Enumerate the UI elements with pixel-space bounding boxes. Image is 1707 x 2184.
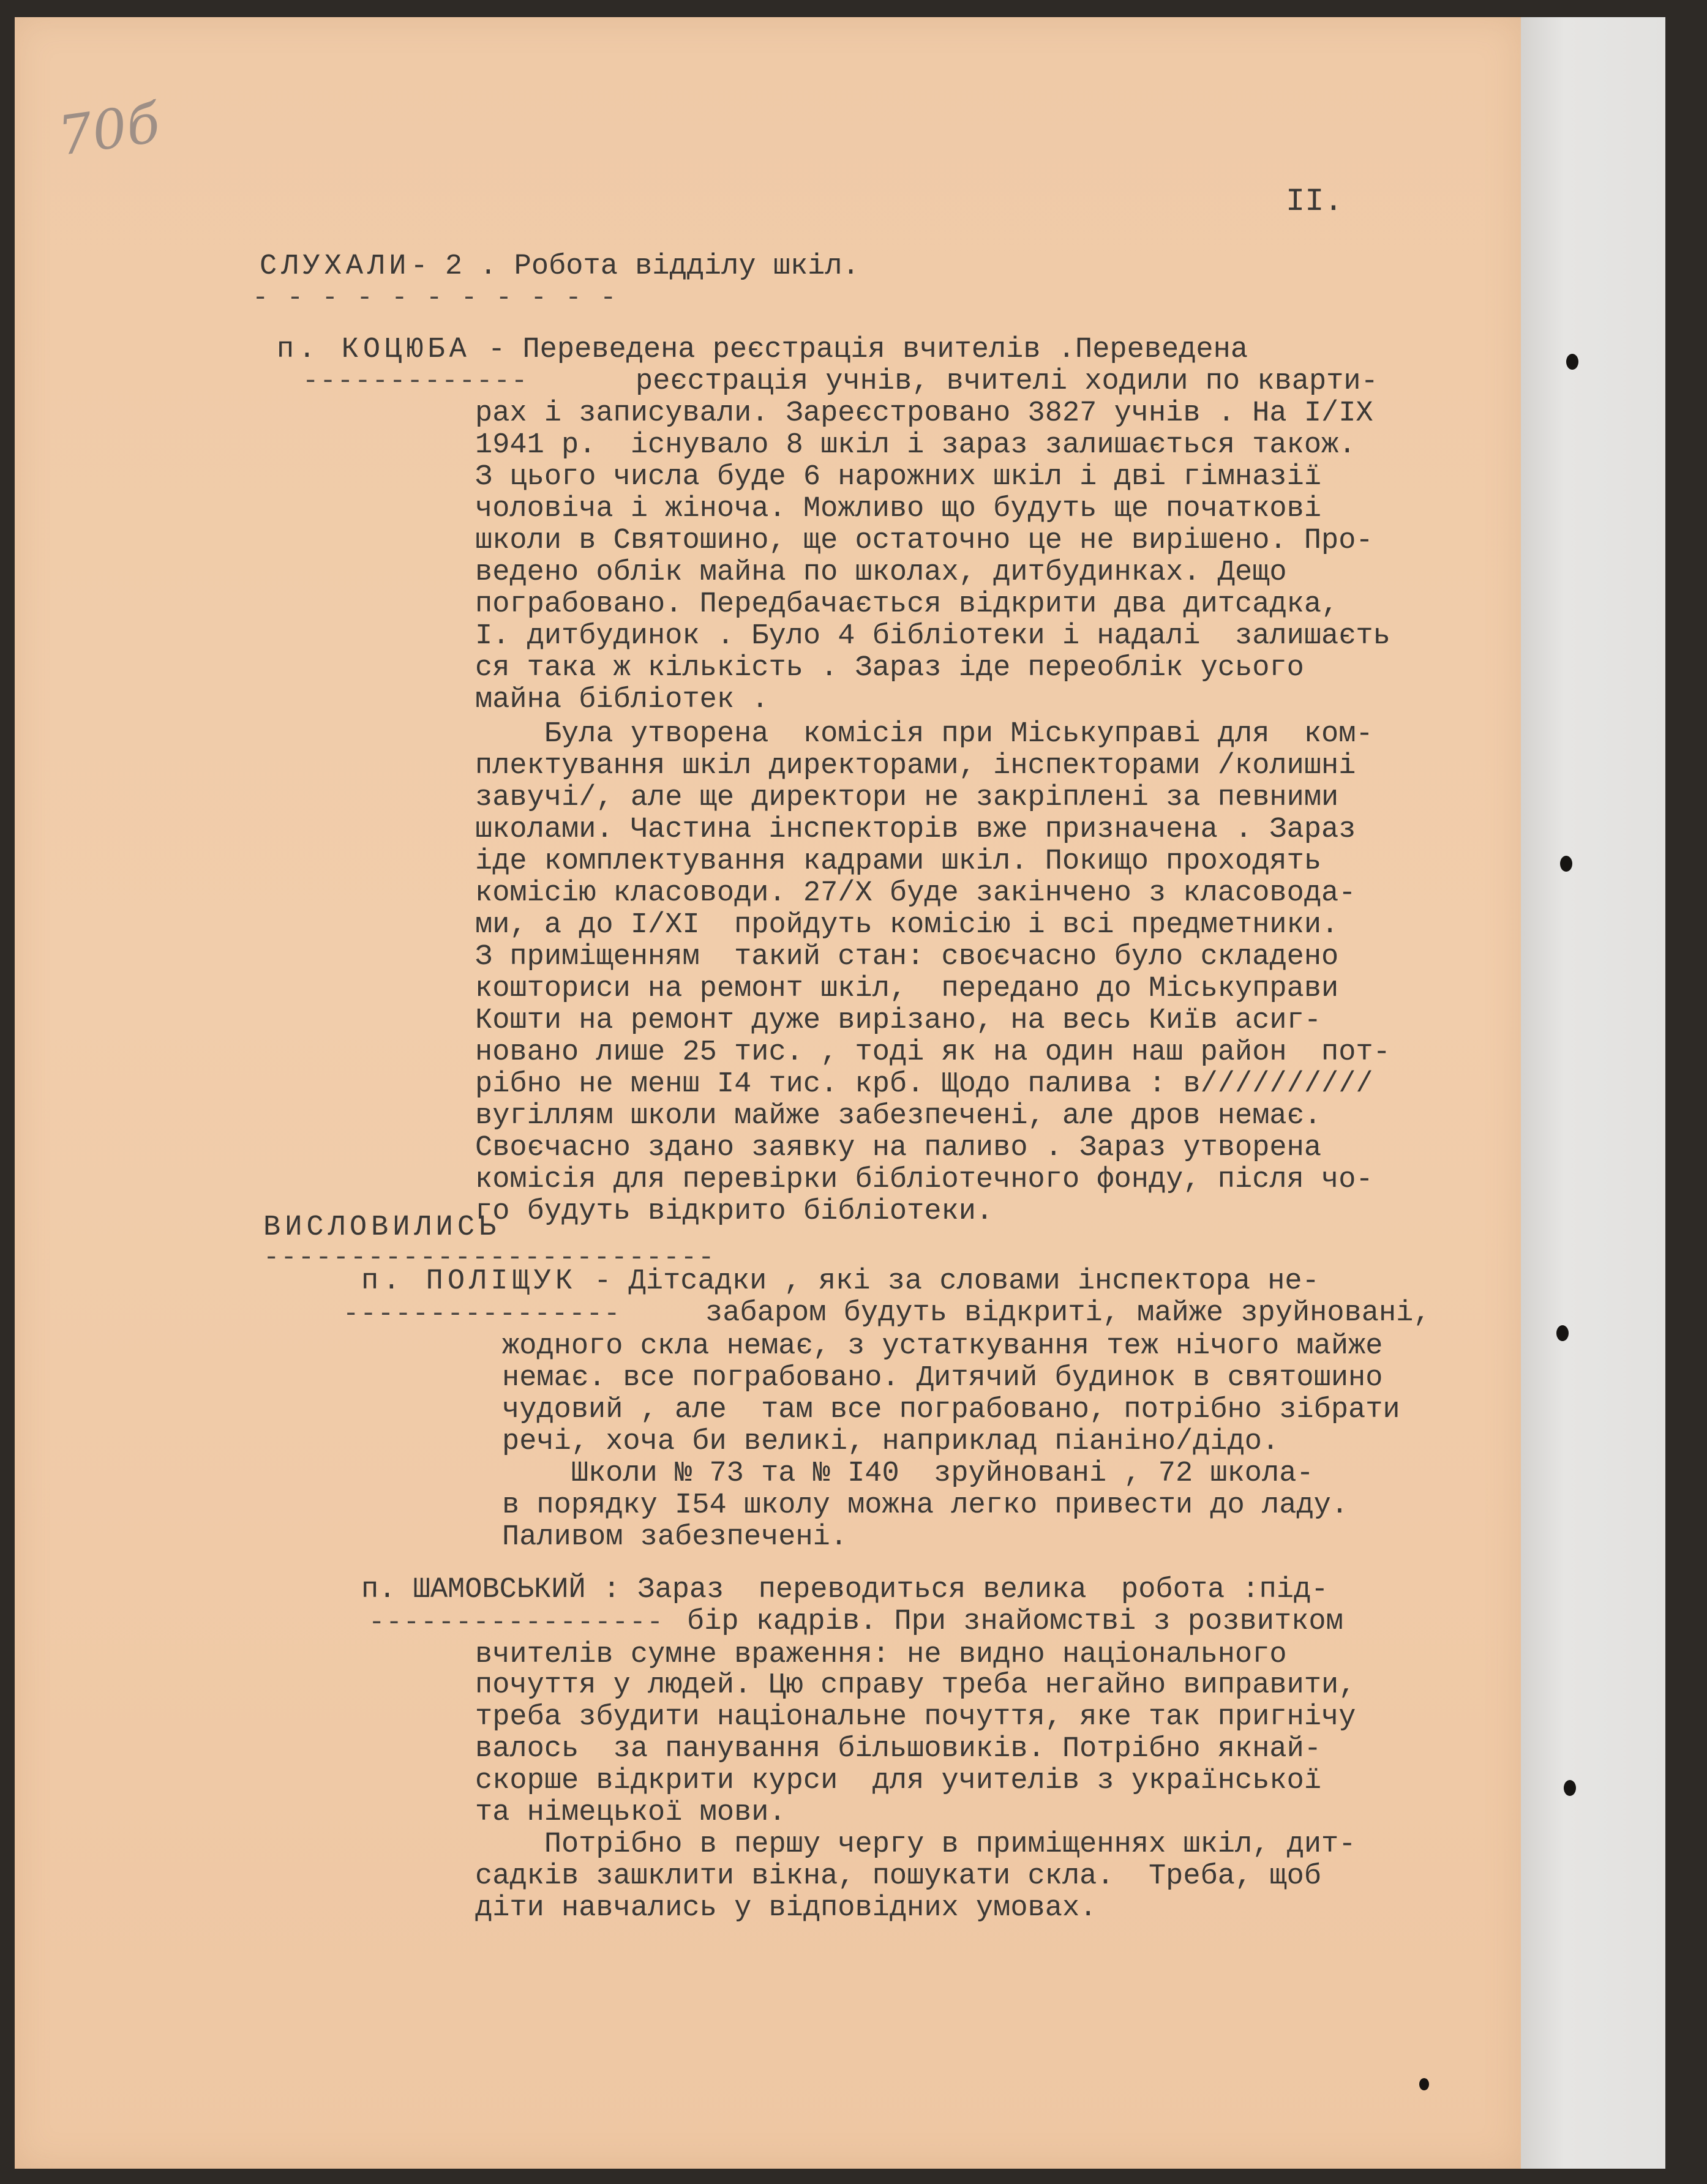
shamovsky-line-8: Потрібно в першу чергу в приміщеннях шкіл, дит- <box>475 1828 1356 1861</box>
kotsyuba-line-25: Своєчасно здано заявку на паливо . Зараз утворена <box>475 1132 1322 1164</box>
kotsyuba-line-26: комісія для перевірки бібліотечного фонду, після чо- <box>475 1164 1373 1196</box>
shamovsky-line-2: вчителів сумне враження: не видно національного <box>475 1639 1287 1671</box>
kotsyuba-line-12: Була утворена комісія при Міськуправі для ком- <box>475 718 1373 750</box>
shamovsky-line-9: садків зашклити вікна, пошукати скла. Треба, щоб <box>475 1860 1322 1893</box>
kotsyuba-line-16: іде комплектування кадрами шкіл. Покищо проходять <box>475 845 1322 878</box>
shamovsky-line-0 <box>361 1576 1328 1604</box>
kotsyuba-line-0 <box>277 335 1248 364</box>
heard-underline: - - - - - - - - - - - <box>252 283 618 313</box>
kotsyuba-line-20: кошториси на ремонт шкіл, передано до Міськуправи <box>475 973 1339 1005</box>
kotsyuba-line-24: вугіллям школи майже забезпечені, але дров немає. <box>475 1100 1322 1132</box>
binding-hole-3 <box>1556 1325 1569 1341</box>
speaker-polishchuk-name: п. ПОЛІЩУК <box>361 1265 577 1298</box>
polishchuk-line-1: забаром будуть відкриті, майже зруйновані, <box>705 1297 1431 1329</box>
polishchuk-line-8: Паливом забезпечені. <box>502 1521 848 1554</box>
speaker-kotsyuba-name: п. КОЦЮБА <box>277 334 471 366</box>
kotsyuba-line-15: школами. Частина інспекторів вже призначена . Зараз <box>475 813 1356 846</box>
kotsyuba-line-27: го будуть відкрито бібліотеки. <box>475 1195 994 1228</box>
speaker-shamovsky-name: п. ШАМОВСЬКИЙ <box>361 1574 586 1606</box>
shamovsky-text-0: : Зараз переводиться велика робота :під- <box>585 1574 1329 1606</box>
shamovsky-underline: ----------------- <box>369 1607 664 1638</box>
polishchuk-line-2: жодного скла немає, з устаткування теж нічого майже <box>502 1330 1383 1363</box>
shamovsky-line-4: треба збудити національне почуття, яке так пригнічу <box>475 1701 1356 1733</box>
spoke-underline: -------------------------- <box>263 1243 716 1273</box>
polishchuk-line-6: Школи № 73 та № І40 зруйновані , 72 школа- <box>502 1457 1314 1490</box>
kotsyuba-line-6: школи в Святошино, ще остаточно це не вирішено. Про- <box>475 525 1373 557</box>
kotsyuba-line-11: майна бібліотек . <box>475 684 769 716</box>
binding-hole-1 <box>1566 354 1578 370</box>
polishchuk-line-3: немає. все пограбовано. Дитячий будинок в святошино <box>502 1362 1383 1394</box>
kotsyuba-line-4: З цього числа буде 6 нарожних шкіл і дві гімназії <box>475 461 1322 493</box>
polishchuk-underline: ---------------- <box>343 1299 621 1329</box>
kotsyuba-line-21: Кошти на ремонт дуже вирізано, на весь Київ асиг- <box>475 1004 1322 1037</box>
page-number: II. <box>1286 184 1343 220</box>
shamovsky-line-5: валось за панування більшовиків. Потрібно якнай- <box>475 1733 1322 1765</box>
kotsyuba-line-2: рах і записували. Зареєстровано 3827 учнів . На І/ІХ <box>475 397 1373 430</box>
kotsyuba-line-19: З приміщенням такий стан: своєчасно було складено <box>475 941 1339 973</box>
polishchuk-line-7: в порядку І54 школу можна легко привести до ладу. <box>502 1489 1349 1522</box>
binding-hole-2 <box>1560 856 1572 872</box>
archive-folio-mark: 70б <box>54 91 164 168</box>
polishchuk-line-0 <box>361 1267 1319 1296</box>
polishchuk-line-4: чудовий , але там все пограбовано, потрібно зібрати <box>502 1394 1400 1426</box>
kotsyuba-line-10: ся така ж кількість . Зараз іде переоблік усього <box>475 652 1304 684</box>
section-spoke-heading: ВИСЛОВИЛИСЬ <box>263 1211 501 1244</box>
kotsyuba-line-9: І. дитбудинок . Було 4 бібліотеки і надалі залишаєть <box>475 620 1390 653</box>
kotsyuba-line-13: плектування шкіл директорами, інспекторами /колишні <box>475 750 1356 782</box>
kotsyuba-line-7: ведено облік майна по школах, дитбудинках. Дещо <box>475 556 1287 589</box>
kotsyuba-line-23: рібно не менш І4 тис. крб. Щодо палива : в////////// <box>475 1068 1373 1101</box>
kotsyuba-line-22: новано лише 25 тис. , тоді як на один наш район пот- <box>475 1036 1390 1069</box>
kotsyuba-line-5: чоловіча і жіноча. Можливо що будуть ще початкові <box>475 493 1322 525</box>
shamovsky-line-1: бір кадрів. При знайомстві з розвитком <box>687 1606 1343 1638</box>
section-heard-heading <box>260 252 860 281</box>
kotsyuba-line-3: 1941 р. існувало 8 шкіл і зараз залишається також. <box>475 429 1356 462</box>
kotsyuba-line-8: пограбовано. Передбачається відкрити два дитсадка, <box>475 588 1339 621</box>
backing-sheet <box>1521 17 1665 2169</box>
kotsyuba-line-18: ми, а до І/ХІ пройдуть комісію і всі предметники. <box>475 909 1339 941</box>
kotsyuba-text-0: - Переведена реєстрація вчителів .Переведена <box>470 334 1248 366</box>
kotsyuba-line-17: комісію класоводи. 27/Х буде закінчено з класовода- <box>475 877 1356 910</box>
binding-hole-5 <box>1419 2078 1429 2090</box>
polishchuk-line-5: речі, хоча би великі, наприклад піаніно/дідо. <box>502 1426 1280 1458</box>
binding-hole-4 <box>1564 1780 1576 1796</box>
shamovsky-line-10: діти навчались у відповідних умовах. <box>475 1892 1097 1924</box>
kotsyuba-line-1: реєстрація учнів, вчителі ходили по кварти- <box>636 365 1378 398</box>
section-heard-label: СЛУХАЛИ <box>260 250 411 283</box>
section-heard-topic: - 2 . Робота відділу шкіл. <box>410 250 860 283</box>
shamovsky-line-3: почуття у людей. Цю справу треба негайно виправити, <box>475 1669 1356 1702</box>
kotsyuba-line-14: завучі/, але ще директори не закріплені за певними <box>475 782 1339 814</box>
shamovsky-line-6: скорше відкрити курси для учителів з української <box>475 1765 1322 1797</box>
polishchuk-text-0: - Дітсадки , які за словами інспектора не- <box>577 1265 1319 1298</box>
kotsyuba-underline: ------------- <box>302 366 529 397</box>
shamovsky-line-7: та німецької мови. <box>475 1797 786 1829</box>
